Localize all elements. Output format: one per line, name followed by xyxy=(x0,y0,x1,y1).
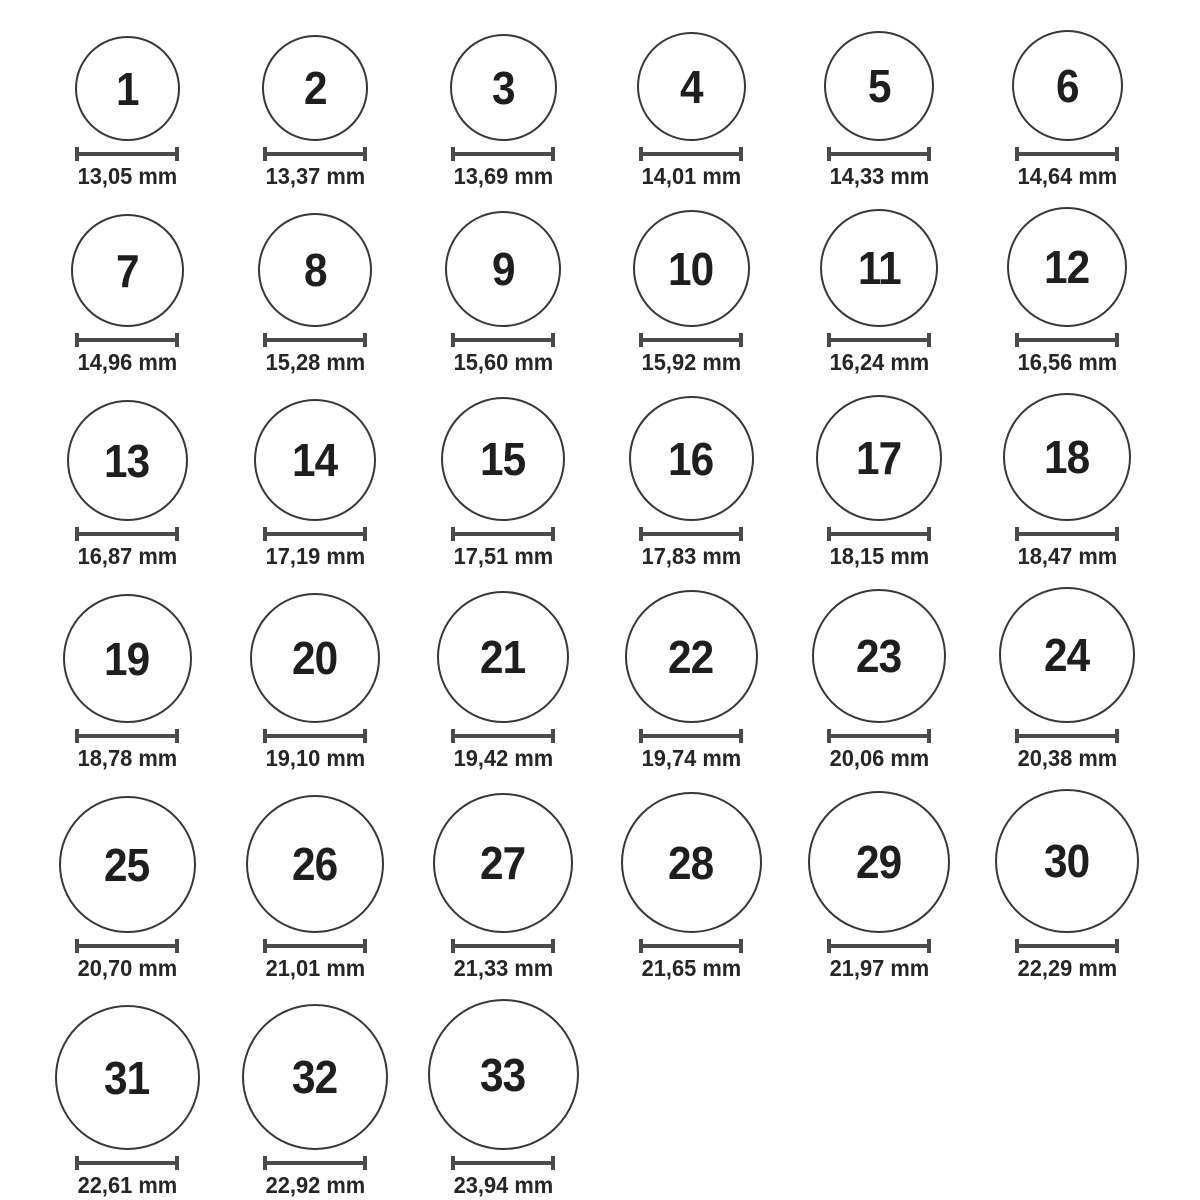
ring-size-number: 26 xyxy=(292,838,338,890)
ring-circle xyxy=(629,396,754,521)
ring-size-number: 29 xyxy=(856,836,902,888)
ring-size-number: 9 xyxy=(491,243,515,295)
ring-size-row xyxy=(33,30,1161,189)
ring-size-number: 31 xyxy=(104,1051,150,1104)
measure-end-tick xyxy=(551,147,555,161)
diameter-label: 17,83 mm xyxy=(641,543,741,569)
ring-size-number: 3 xyxy=(491,61,515,114)
ring-circle xyxy=(820,209,938,327)
ring-circle xyxy=(428,999,579,1150)
measure-bar xyxy=(1016,532,1118,536)
measure-bar xyxy=(452,338,554,342)
ring-size-number: 2 xyxy=(303,62,327,114)
measure-end-tick xyxy=(1115,333,1119,347)
measure-end-tick xyxy=(175,729,179,743)
measure-bar xyxy=(828,734,930,738)
diameter-measure-line xyxy=(451,729,555,743)
ring-size-number: 21 xyxy=(480,631,526,683)
measure-bar xyxy=(76,734,178,738)
measure-bar xyxy=(640,152,742,156)
ring-size-item xyxy=(221,35,409,189)
ring-size-number: 25 xyxy=(104,838,150,891)
ring-size-row xyxy=(33,587,1161,771)
ring-circle xyxy=(250,593,380,723)
measure-end-tick xyxy=(739,333,743,347)
measure-end-tick xyxy=(927,939,931,953)
measure-bar xyxy=(1016,152,1118,156)
ring-size-number: 5 xyxy=(867,60,891,112)
measure-bar xyxy=(264,734,366,738)
ring-size-item xyxy=(409,397,597,569)
ring-circle xyxy=(55,1005,200,1150)
diameter-label: 15,28 mm xyxy=(265,349,365,375)
diameter-label: 16,24 mm xyxy=(829,349,929,375)
measure-bar xyxy=(1016,338,1118,342)
ring-size-number: 27 xyxy=(480,837,526,889)
diameter-label: 13,37 mm xyxy=(265,163,365,189)
diameter-measure-line xyxy=(451,527,555,541)
ring-size-item xyxy=(785,31,973,189)
diameter-measure-line xyxy=(263,527,367,541)
ring-circle xyxy=(246,795,384,933)
measure-bar xyxy=(264,338,366,342)
ring-size-item xyxy=(33,400,221,569)
ring-size-item xyxy=(973,207,1161,375)
diameter-measure-line xyxy=(639,527,743,541)
ring-circle xyxy=(450,34,557,141)
ring-size-item xyxy=(221,795,409,981)
ring-size-number: 22 xyxy=(668,630,714,683)
diameter-label: 17,51 mm xyxy=(453,543,553,569)
ring-size-number: 1 xyxy=(115,62,139,115)
measure-end-tick xyxy=(739,527,743,541)
ring-size-number: 14 xyxy=(292,434,338,486)
measure-end-tick xyxy=(551,333,555,347)
diameter-measure-line xyxy=(451,333,555,347)
ring-size-item xyxy=(33,214,221,375)
diameter-measure-line xyxy=(263,147,367,161)
ring-size-number: 32 xyxy=(292,1051,338,1103)
measure-bar xyxy=(640,532,742,536)
ring-size-item xyxy=(785,589,973,771)
diameter-measure-line xyxy=(827,939,931,953)
diameter-label: 14,96 mm xyxy=(77,349,177,375)
measure-end-tick xyxy=(363,729,367,743)
measure-end-tick xyxy=(1115,147,1119,161)
ring-size-item xyxy=(409,591,597,771)
measure-end-tick xyxy=(551,939,555,953)
ring-size-item xyxy=(597,210,785,375)
diameter-measure-line xyxy=(827,333,931,347)
ring-size-item xyxy=(221,1004,409,1198)
diameter-label: 20,06 mm xyxy=(829,745,929,771)
ring-circle xyxy=(254,399,376,521)
ring-size-number: 12 xyxy=(1044,241,1090,293)
ring-size-number: 16 xyxy=(668,432,714,485)
measure-bar xyxy=(640,944,742,948)
measure-end-tick xyxy=(1115,939,1119,953)
ring-circle xyxy=(71,214,184,327)
diameter-label: 16,87 mm xyxy=(77,543,177,569)
measure-end-tick xyxy=(927,729,931,743)
diameter-label: 20,38 mm xyxy=(1017,745,1117,771)
diameter-label: 19,42 mm xyxy=(453,745,553,771)
ring-circle xyxy=(1012,30,1123,141)
diameter-measure-line xyxy=(263,939,367,953)
diameter-label: 17,19 mm xyxy=(265,543,365,569)
measure-end-tick xyxy=(739,729,743,743)
diameter-label: 13,69 mm xyxy=(453,163,553,189)
diameter-measure-line xyxy=(639,939,743,953)
measure-end-tick xyxy=(363,333,367,347)
measure-end-tick xyxy=(551,1156,555,1170)
diameter-measure-line xyxy=(1015,729,1119,743)
ring-circle xyxy=(242,1004,388,1150)
measure-bar xyxy=(828,532,930,536)
ring-circle xyxy=(67,400,188,521)
ring-circle xyxy=(1007,207,1127,327)
measure-bar xyxy=(452,152,554,156)
diameter-label: 22,61 mm xyxy=(77,1172,177,1198)
measure-end-tick xyxy=(739,147,743,161)
ring-circle xyxy=(808,791,950,933)
ring-size-number: 23 xyxy=(856,630,902,682)
diameter-label: 15,92 mm xyxy=(641,349,741,375)
measure-bar xyxy=(452,944,554,948)
ring-circle xyxy=(445,211,561,327)
ring-circle xyxy=(824,31,934,141)
diameter-label: 18,47 mm xyxy=(1017,543,1117,569)
ring-circle xyxy=(637,32,746,141)
measure-end-tick xyxy=(927,527,931,541)
ring-size-number: 19 xyxy=(104,632,150,685)
measure-bar xyxy=(1016,734,1118,738)
measure-bar xyxy=(264,532,366,536)
measure-end-tick xyxy=(363,527,367,541)
measure-end-tick xyxy=(175,147,179,161)
measure-bar xyxy=(828,152,930,156)
diameter-measure-line xyxy=(639,333,743,347)
ring-size-number: 8 xyxy=(303,244,327,296)
diameter-measure-line xyxy=(1015,527,1119,541)
ring-size-number: 17 xyxy=(856,432,902,484)
diameter-measure-line xyxy=(451,147,555,161)
measure-bar xyxy=(264,1161,366,1165)
ring-size-number: 11 xyxy=(857,242,901,294)
measure-end-tick xyxy=(175,333,179,347)
diameter-label: 21,97 mm xyxy=(829,955,929,981)
measure-end-tick xyxy=(739,939,743,953)
ring-circle xyxy=(1003,393,1131,521)
diameter-label: 20,70 mm xyxy=(77,955,177,981)
diameter-measure-line xyxy=(451,939,555,953)
measure-end-tick xyxy=(1115,527,1119,541)
ring-circle xyxy=(433,793,573,933)
measure-bar xyxy=(76,944,178,948)
ring-size-item xyxy=(33,36,221,189)
diameter-measure-line xyxy=(75,729,179,743)
ring-size-item xyxy=(221,399,409,569)
ring-size-number: 18 xyxy=(1044,431,1090,483)
ring-size-item xyxy=(973,587,1161,771)
ring-circle xyxy=(625,590,758,723)
measure-bar xyxy=(828,338,930,342)
diameter-measure-line xyxy=(75,939,179,953)
measure-bar xyxy=(76,532,178,536)
ring-size-item xyxy=(785,791,973,981)
diameter-measure-line xyxy=(1015,939,1119,953)
ring-size-item xyxy=(973,393,1161,569)
ring-size-row xyxy=(33,207,1161,375)
diameter-measure-line xyxy=(639,729,743,743)
diameter-measure-line xyxy=(263,333,367,347)
ring-size-item xyxy=(973,789,1161,981)
measure-bar xyxy=(264,152,366,156)
ring-size-number: 10 xyxy=(668,242,714,295)
measure-bar xyxy=(640,734,742,738)
measure-bar xyxy=(640,338,742,342)
ring-size-item xyxy=(597,396,785,569)
ring-size-item xyxy=(33,1005,221,1198)
ring-size-item xyxy=(221,593,409,771)
ring-size-row xyxy=(33,393,1161,569)
measure-end-tick xyxy=(175,1156,179,1170)
measure-bar xyxy=(452,1161,554,1165)
ring-circle xyxy=(621,792,762,933)
measure-bar xyxy=(76,1161,178,1165)
diameter-measure-line xyxy=(827,729,931,743)
ring-size-item xyxy=(785,395,973,569)
ring-circle xyxy=(437,591,569,723)
diameter-measure-line xyxy=(451,1156,555,1170)
measure-end-tick xyxy=(363,1156,367,1170)
ring-size-item xyxy=(597,792,785,981)
measure-end-tick xyxy=(175,527,179,541)
measure-bar xyxy=(828,944,930,948)
ring-circle xyxy=(812,589,946,723)
ring-size-number: 20 xyxy=(292,632,338,684)
ring-size-number: 24 xyxy=(1044,629,1090,681)
ring-circle xyxy=(75,36,180,141)
diameter-measure-line xyxy=(75,527,179,541)
measure-bar xyxy=(76,152,178,156)
diameter-label: 14,33 mm xyxy=(829,163,929,189)
diameter-measure-line xyxy=(263,729,367,743)
ring-size-item xyxy=(597,590,785,771)
measure-end-tick xyxy=(551,527,555,541)
diameter-label: 23,94 mm xyxy=(453,1172,553,1198)
ring-circle xyxy=(441,397,565,521)
diameter-measure-line xyxy=(639,147,743,161)
diameter-measure-line xyxy=(75,147,179,161)
ring-size-number: 15 xyxy=(480,433,526,485)
measure-end-tick xyxy=(363,939,367,953)
diameter-label: 18,15 mm xyxy=(829,543,929,569)
measure-bar xyxy=(76,338,178,342)
diameter-measure-line xyxy=(263,1156,367,1170)
ring-size-item xyxy=(33,594,221,771)
ring-size-item xyxy=(409,999,597,1198)
diameter-label: 22,92 mm xyxy=(265,1172,365,1198)
measure-bar xyxy=(1016,944,1118,948)
measure-end-tick xyxy=(927,333,931,347)
measure-bar xyxy=(452,532,554,536)
diameter-label: 19,74 mm xyxy=(641,745,741,771)
ring-size-number: 33 xyxy=(480,1048,526,1101)
measure-end-tick xyxy=(927,147,931,161)
ring-size-item xyxy=(409,211,597,375)
measure-bar xyxy=(264,944,366,948)
ring-size-item xyxy=(409,793,597,981)
diameter-measure-line xyxy=(1015,333,1119,347)
ring-size-number: 30 xyxy=(1044,835,1090,887)
ring-size-number: 4 xyxy=(679,60,703,113)
ring-circle xyxy=(816,395,942,521)
diameter-measure-line xyxy=(827,147,931,161)
ring-circle xyxy=(59,796,196,933)
ring-size-item xyxy=(221,213,409,375)
ring-size-number: 6 xyxy=(1055,59,1079,112)
ring-circle xyxy=(999,587,1135,723)
ring-circle xyxy=(633,210,750,327)
ring-size-row xyxy=(33,789,1161,981)
diameter-label: 21,01 mm xyxy=(265,955,365,981)
diameter-label: 15,60 mm xyxy=(453,349,553,375)
diameter-label: 19,10 mm xyxy=(265,745,365,771)
diameter-label: 21,33 mm xyxy=(453,955,553,981)
ring-circle xyxy=(258,213,372,327)
ring-size-item xyxy=(597,32,785,189)
diameter-measure-line xyxy=(75,1156,179,1170)
diameter-label: 14,64 mm xyxy=(1017,163,1117,189)
diameter-label: 22,29 mm xyxy=(1017,955,1117,981)
ring-size-item xyxy=(785,209,973,375)
ring-size-item xyxy=(973,30,1161,189)
diameter-measure-line xyxy=(1015,147,1119,161)
ring-size-number: 13 xyxy=(104,434,150,487)
ring-size-number: 28 xyxy=(668,836,714,889)
diameter-measure-line xyxy=(827,527,931,541)
ring-size-item xyxy=(409,34,597,189)
measure-end-tick xyxy=(363,147,367,161)
ring-circle xyxy=(995,789,1139,933)
measure-end-tick xyxy=(1115,729,1119,743)
diameter-label: 18,78 mm xyxy=(77,745,177,771)
diameter-label: 21,65 mm xyxy=(641,955,741,981)
measure-bar xyxy=(452,734,554,738)
diameter-measure-line xyxy=(75,333,179,347)
diameter-label: 16,56 mm xyxy=(1017,349,1117,375)
ring-circle xyxy=(63,594,192,723)
diameter-label: 14,01 mm xyxy=(641,163,741,189)
ring-size-row xyxy=(33,999,1161,1198)
ring-circle xyxy=(262,35,368,141)
measure-end-tick xyxy=(551,729,555,743)
ring-size-number: 7 xyxy=(115,244,139,297)
diameter-label: 13,05 mm xyxy=(77,163,177,189)
ring-size-item xyxy=(33,796,221,981)
measure-end-tick xyxy=(175,939,179,953)
